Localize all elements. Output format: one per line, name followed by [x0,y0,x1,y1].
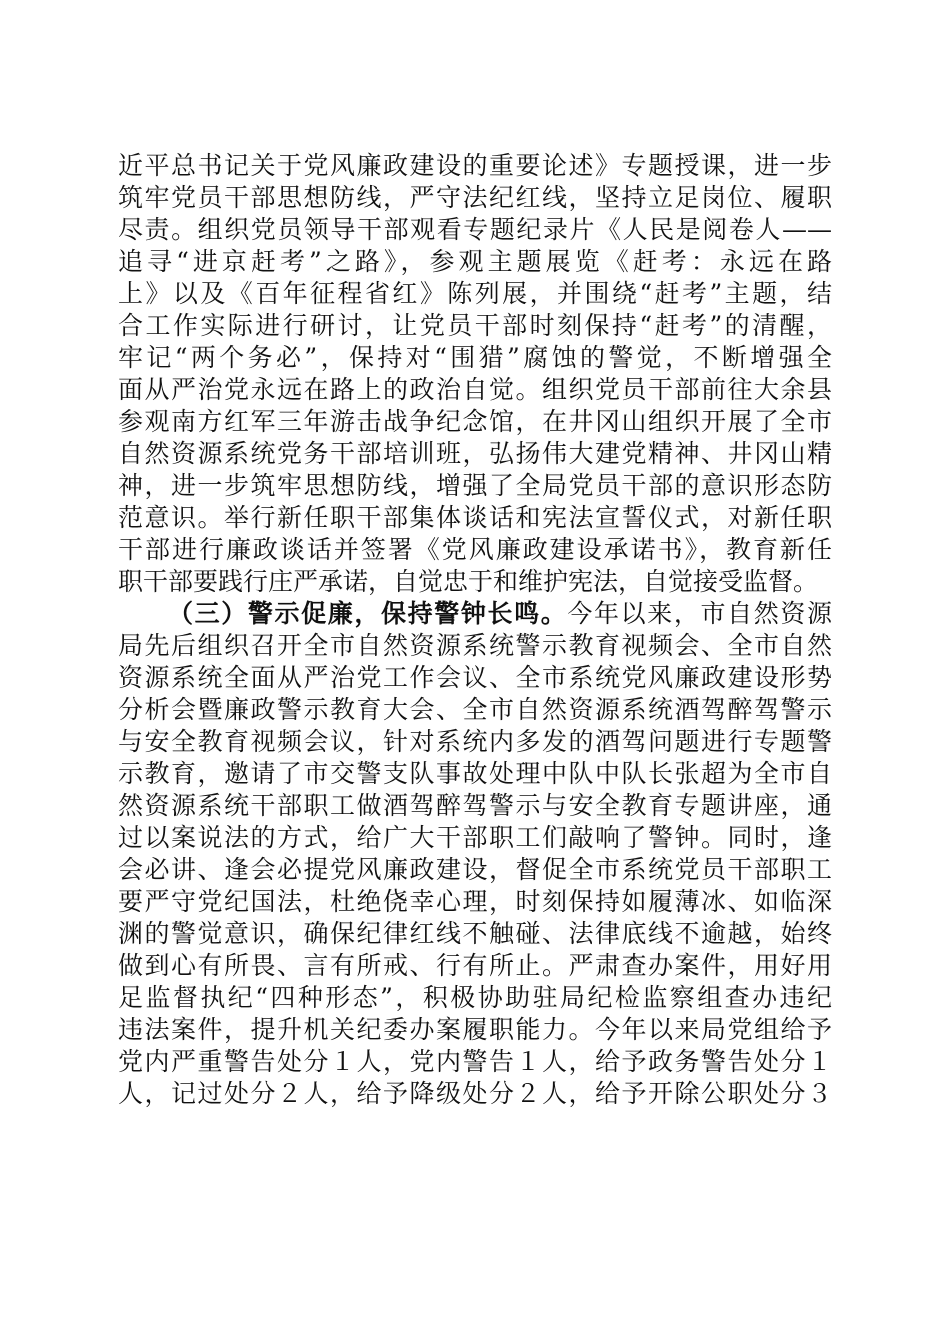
text-line: 合工作实际进行研讨，让党员干部时刻保持“赶考”的清醒， [118,311,832,340]
text-line: 分析会暨廉政警示教育大会、全市自然资源系统酒驾醉驾警示 [118,695,832,724]
text-line: 自然资源系统党务干部培训班，弘扬伟大建党精神、井冈山精 [118,439,832,468]
text-line: 局先后组织召开全市自然资源系统警示教育视频会、全市自然 [118,631,832,660]
text-line: 资源系统全面从严治党工作会议、全市系统党风廉政建设形势 [118,663,832,692]
text-line: 神，进一步筑牢思想防线，增强了全局党员干部的意识形态防 [118,471,832,500]
text-line: 违法案件，提升机关纪委办案履职能力。今年以来局党组给予 [118,1015,832,1044]
text-line: 足监督执纪“四种形态”，积极协助驻局纪检监察组查办违纪 [118,983,832,1012]
text-line: 筑牢党员干部思想防线，严守法纪红线，坚持立足岗位、履职 [118,183,832,212]
paragraph-2 [118,598,832,1110]
text-line: 牢记“两个务必”，保持对“围猎”腐蚀的警觉，不断增强全 [118,343,832,372]
text-line: 参观南方红军三年游击战争纪念馆，在井冈山组织开展了全市 [118,407,832,436]
section-heading: （三）警示促廉，保持警钟长鸣。 [168,599,568,628]
text-line: 尽责。组织党员领导干部观看专题纪录片《人民是阅卷人—— [118,215,832,244]
paragraph-1 [118,150,832,598]
text-line: 示教育，邀请了市交警支队事故处理中队中队长张超为全市自 [118,759,832,788]
text-line: 过以案说法的方式，给广大干部职工们敲响了警钟。同时，逢 [118,823,832,852]
text-line: 与安全教育视频会议，针对系统内多发的酒驾问题进行专题警 [118,727,832,756]
text-line: 面从严治党永远在路上的政治自觉。组织党员干部前往大余县 [118,375,832,404]
heading-line-text: 今年以来，市自然资源 [567,599,832,628]
text-line: 上》以及《百年征程省红》陈列展，并围绕“赶考”主题，结 [118,279,832,308]
text-line: 然资源系统干部职工做酒驾醉驾警示与安全教育专题讲座，通 [118,791,832,820]
text-line: 渊的警觉意识，确保纪律红线不触碰、法律底线不逾越，始终 [118,919,832,948]
paragraph-2-first-line [118,598,832,630]
text-line: 近平总书记关于党风廉政建设的重要论述》专题授课，进一步 [118,151,832,180]
text-line: 会必讲、逢会必提党风廉政建设，督促全市系统党员干部职工 [118,855,832,884]
text-line: 干部进行廉政谈话并签署《党风廉政建设承诺书》，教育新任 [118,535,832,564]
text-line: 做到心有所畏、言有所戒、行有所止。严肃查办案件，用好用 [118,951,832,980]
text-line: 要严守党纪国法，杜绝侥幸心理，时刻保持如履薄冰、如临深 [118,887,832,916]
text-line: 范意识。举行新任职干部集体谈话和宪法宣誓仪式，对新任职 [118,503,832,532]
document-body [118,150,832,1110]
text-line: 党内严重警告处分１人，党内警告１人，给予政务警告处分１ [118,1047,832,1076]
text-line: 职干部要践行庄严承诺，自觉忠于和维护宪法，自觉接受监督。 [118,567,819,596]
text-line: 追寻“进京赶考”之路》，参观主题展览《赶考：永远在路 [118,247,832,276]
text-line: 人，记过处分２人，给予降级处分２人，给予开除公职处分３ [118,1079,832,1108]
